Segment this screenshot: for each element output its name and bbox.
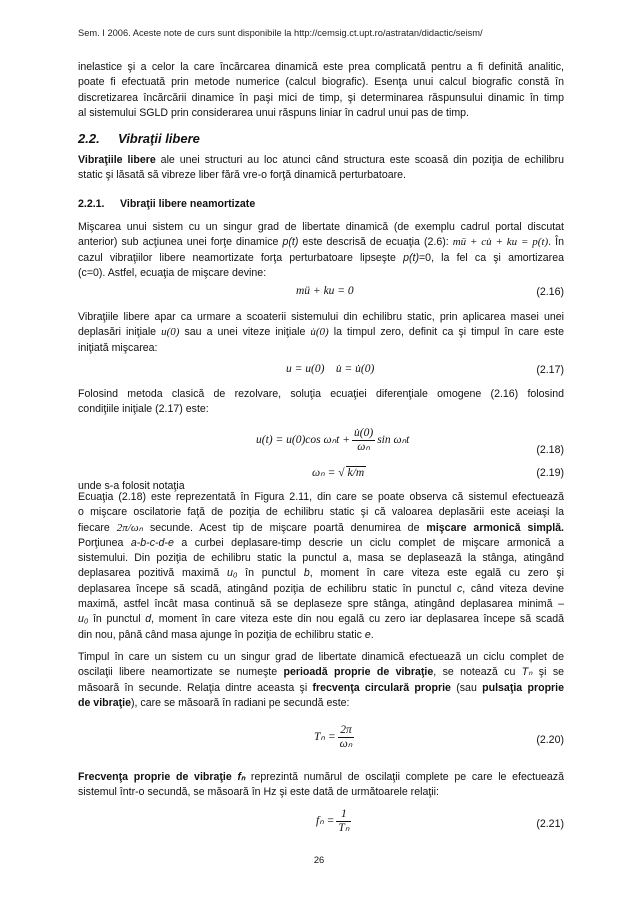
- text-line: condiţiile iniţiale (2.17) este:: [78, 403, 209, 416]
- equation-2-18: u(t) = u(0)cos ωₙt + $\frac{u̇(0)}{\text{ωₙ}}$ sin ωₙt: [256, 427, 410, 453]
- text-line: discretizarea încărcării dinamice în paşi mici de timp, şi determinarea răspunsului dinamic în timp: [78, 91, 564, 104]
- page-number: 26: [313, 855, 325, 865]
- equation-2-17: u = u(0) u̇ = u̇(0): [286, 363, 375, 375]
- equation-number: (2.19): [536, 467, 564, 479]
- text-line: al sistemului SGLD prin considerarea unui răspuns liniar în cadrul unui pas de timp.: [78, 106, 469, 119]
- equation-number: (2.16): [536, 286, 564, 298]
- paragraph-natural-period: Timpul în care un sistem cu un singur grad de libertate dinamică efectuează un ciclu complet de oscilaţii libere neamortizate se numeşte perioadă proprie de vibraţie, se notează cu Tₙ şi se măsoară în secunde. Relaţia dintre aceasta şi frecvenţa circulară proprie (sau pulsaţia proprie de vibraţie), care se măsoară în radiani pe secundă este:: [78, 651, 564, 709]
- paragraph-natural-frequency: Frecvenţa proprie de vibraţie fₙ reprezintă numărul de oscilaţii complete pe care le efectuează sistemul într-o secundă, se măsoară în Hz şi este dată de următoarele relaţii:: [78, 771, 564, 799]
- text-line: inelastice şi a celor la care încărcarea dinamică este prea complicată pentru a fi definită analitic,: [78, 61, 564, 73]
- text-line: Mişcarea unui sistem cu un singur grad de libertate dinamică (de exemplu cadrul portal discutat: [78, 221, 564, 233]
- paragraph-motion-equation: Mişcarea unui sistem cu un singur grad de libertate dinamică (de exemplu cadrul portal discutat anterior) sub acţiunea unei forţe dinamice p(t) este descrisă de ecuaţia (2.6): mü + cu̇ + ku = p(t). În cazul vibraţiilor libere neamortizate forţa perturbatoare lipseşte p(t)=0, la fel ca şi amortizarea (c=0). Astfel, ecuaţia de mişcare devine:: [78, 220, 564, 281]
- running-header: Sem. I 2006. Aceste note de curs sunt disponibile la http://cemsig.ct.upt.ro/astratan/didactic/seism/: [78, 28, 483, 38]
- equation-number: (2.17): [536, 364, 564, 376]
- text-line: poate fi efectuată prin metode numerice (calcul biografic). Esenţa unui calcul biografic constă în: [78, 76, 564, 89]
- section-heading: [78, 131, 200, 146]
- subsection-number: 2.2.1.: [78, 198, 105, 210]
- section-title: Vibraţii libere: [118, 131, 200, 146]
- text-line: Vibraţiile libere apar ca urmare a scoaterii sistemului din echilibru static, prin aplicarea masei unei: [78, 311, 564, 323]
- equation-2-19: ωₙ = √ k/m: [312, 467, 365, 479]
- intro-paragraph: [78, 60, 564, 121]
- section-number: 2.2.: [78, 131, 100, 146]
- equation-number: (2.20): [536, 734, 564, 746]
- paragraph-solution: [78, 387, 564, 418]
- paragraph-harmonic-motion: Ecuaţia (2.18) este reprezentată în Figura 2.11, din care se poate observa că sistemul efectuează o mişcare oscilatorie faţă de poziţia de echilibru static şi că valoarea deplasării este aceiaşi la fiecare 2π/ωₙ secunde. Acest tip de mişcare poartă denumirea de mişcare armonică simplă. Porţiunea a-b-c-d-e a curbei deplasare-timp descrie un ciclu complet de mişcare armonică a sistemului. Din poziţia de echilibru static la punctul a, masa se deplasează la stânga, atingând deplasarea pozitivă maximă u₀ în punctul b, moment în care viteza este egală cu zero şi deplasarea începe să scadă, atingând poziţia de echilibru static în punctul c, când viteza devine maximă, astfel încât masa continuă să se deplaseze spre stânga, atingând deplasarea minimă – u₀ în punctul d, moment în care viteza este din nou egală cu zero iar deplasarea începe să scadă din nou, până când masa ajunge în poziţia de echilibru static e.: [78, 491, 564, 641]
- text-line: static şi lăsată să vibreze liber fără vre-o forţă dinamică perturbatoare.: [78, 169, 406, 182]
- paragraph-initial-conditions: Vibraţiile libere apar ca urmare a scoaterii sistemului din echilibru static, prin aplicarea masei unei deplasări iniţiale u(0) sau a unei viteze iniţiale u̇(0) la timpul zero, definit ca şi timpul în care este iniţiată mişcarea:: [78, 310, 564, 356]
- equation-2-20: Tₙ = $\frac{2\pi}{\text{ωₙ}}$: [314, 724, 353, 750]
- subsection-title: Vibraţii libere neamortizate: [120, 198, 256, 210]
- text-line: (c=0). Astfel, ecuaţia de mişcare devine:: [78, 266, 267, 279]
- text-line: unde s-a folosit notaţia: [78, 480, 185, 492]
- equation-number: (2.18): [536, 444, 564, 456]
- definition-paragraph: Vibraţiile libere ale unei structuri au loc atunci când structura este scoasă din poziţia de echilibru static şi lăsată să vibreze liber fără vre-o forţă dinamică perturbatoare.: [78, 153, 564, 184]
- equation-2-16: mü + ku = 0: [296, 285, 354, 297]
- subsection-heading: [78, 198, 255, 210]
- text-line: iniţiată mişcarea:: [78, 341, 158, 354]
- equation-number: (2.21): [536, 818, 564, 830]
- equation-2-21: fₙ = $\frac{1}{\text{Tₙ}}$: [316, 808, 350, 834]
- defined-term: Vibraţiile libere: [78, 154, 156, 166]
- inline-equation: mü + cu̇ + ku = p(t): [452, 236, 549, 249]
- text-line: Folosind metoda clasică de rezolvare, soluţia ecuaţiei diferenţiale omogene (2.16) folosind: [78, 388, 564, 400]
